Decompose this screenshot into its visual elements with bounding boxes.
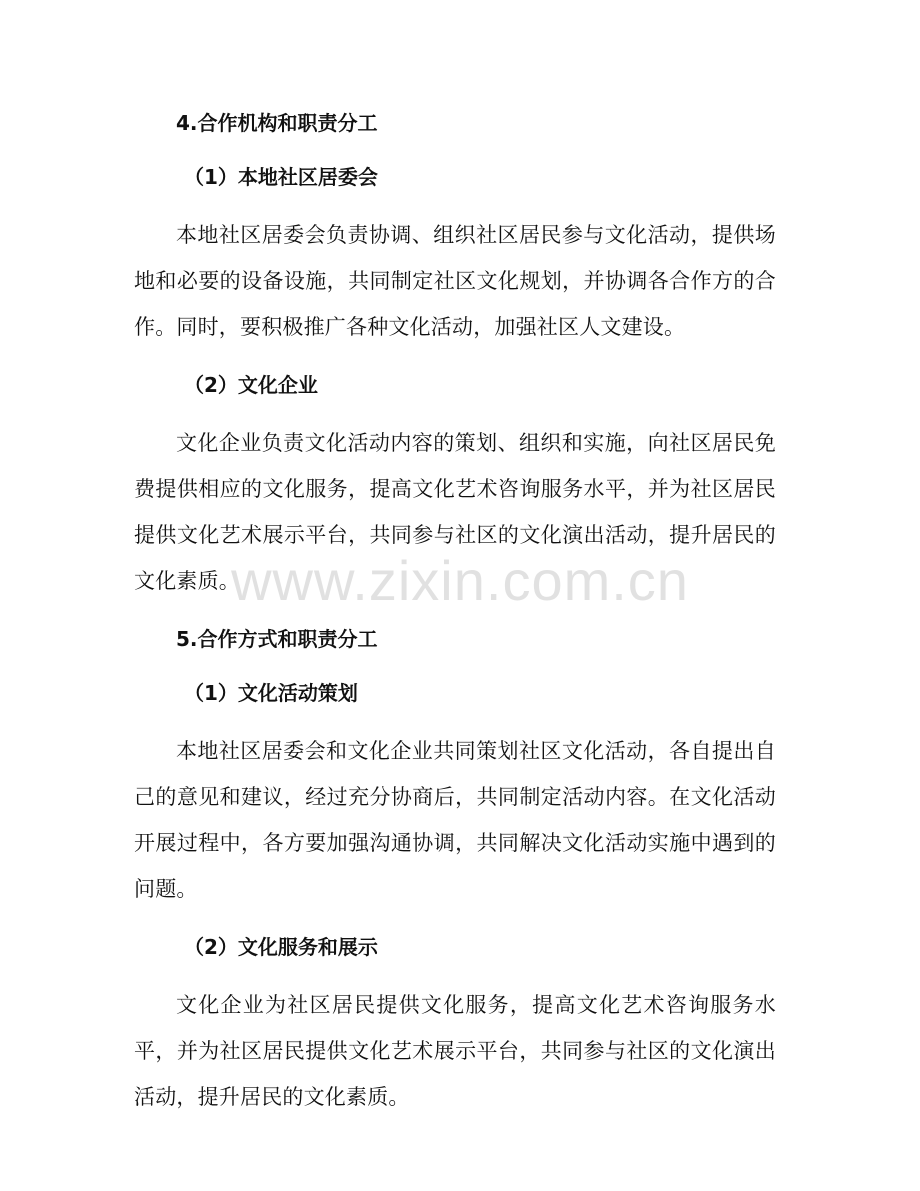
paragraph-services-display: 文化企业为社区居民提供文化服务，提高文化艺术咨询服务水平，并为社区居民提供文化艺术展示平台，共同参与社区的文化演出活动，提升居民的文化素质。 (134, 993, 776, 1109)
document-content (134, 108, 776, 1120)
subheading-activity-planning: （1）文化活动策划 (184, 681, 358, 705)
subheading-cultural-enterprise: （2）文化企业 (184, 373, 318, 397)
paragraph-activity-planning: 本地社区居委会和文化企业共同策划社区文化活动，各自提出自己的意见和建议，经过充分协商后，共同制定活动内容。在文化活动开展过程中，各方要加强沟通协调，共同解决文化活动实施中遇到的问题。 (134, 739, 776, 901)
paragraph-cultural-enterprise: 文化企业负责文化活动内容的策划、组织和实施，向社区居民免费提供相应的文化服务，提高文化艺术咨询服务水平，并为社区居民提供文化艺术展示平台，共同参与社区的文化演出活动，提升居民的文化素质。 (134, 431, 776, 593)
section-heading-4: 4.合作机构和职责分工 (176, 111, 378, 135)
subheading-community-committee: （1）本地社区居委会 (184, 165, 378, 189)
paragraph-community-committee: 本地社区居委会负责协调、组织社区居民参与文化活动，提供场地和必要的设备设施，共同制定社区文化规划，并协调各合作方的合作。同时，要积极推广各种文化活动，加强社区人文建设。 (134, 223, 776, 339)
subheading-services-display: （2）文化服务和展示 (184, 935, 378, 959)
watermark-text: www.zixin.com.cn (231, 549, 689, 612)
section-heading-5: 5.合作方式和职责分工 (176, 627, 378, 651)
